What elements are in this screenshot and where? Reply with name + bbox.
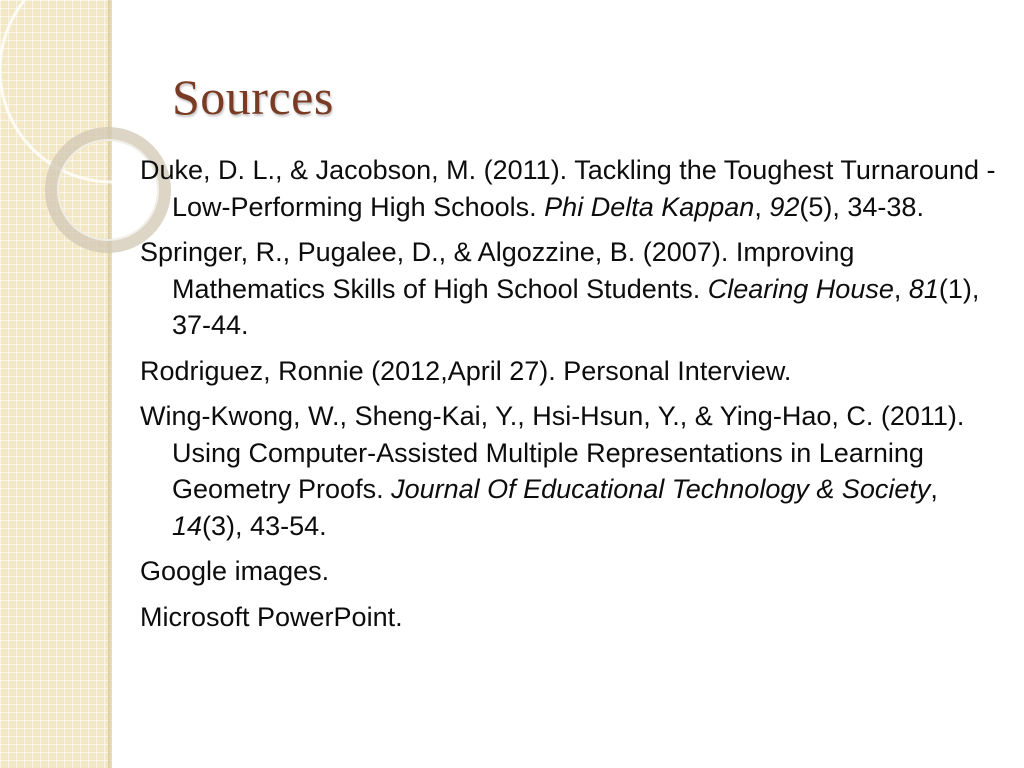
reference-text: Rodriguez, Ronnie (2012,April 27). Personal Interview. xyxy=(140,355,792,386)
reference-separator: , xyxy=(754,191,770,222)
reference-text: Duke, D. L., & Jacobson, M. (2011). Tackling the Toughest Turnaround - Low-Performing High Schools. xyxy=(140,155,996,222)
reference-journal: Phi Delta Kappan xyxy=(544,191,755,222)
reference-journal: Journal Of Educational Technology & Society xyxy=(391,474,931,504)
reference-item xyxy=(140,353,1000,390)
reference-text: Springer, R., Pugalee, D., & Algozzine, B. (2007). Improving Mathematics Skills of High School Students. xyxy=(140,237,855,304)
reference-text: Wing-Kwong, W., Sheng-Kai, Y., Hsi-Hsun, Y., & Ying-Hao, C. (2011). Using Computer-Assisted Multiple Representations in Learning Geometry Proofs. xyxy=(140,401,965,504)
reference-text: Google images. xyxy=(140,556,330,586)
reference-item xyxy=(140,152,1000,225)
reference-volume: 14 xyxy=(172,510,203,541)
reference-item xyxy=(140,234,1000,344)
reference-issue-pages: (1), 37-44. xyxy=(172,273,980,340)
slide-title: Sources xyxy=(172,69,334,125)
reference-separator: , xyxy=(893,273,909,304)
reference-volume: 92 xyxy=(769,191,800,222)
reference-issue-pages: (3), 43-54. xyxy=(202,510,327,541)
reference-list xyxy=(140,152,1000,644)
reference-item xyxy=(140,553,1000,590)
reference-text: Microsoft PowerPoint. xyxy=(140,601,403,632)
reference-item xyxy=(140,599,1000,636)
reference-item xyxy=(140,398,1000,544)
reference-volume: 81 xyxy=(908,273,939,304)
reference-journal: Clearing House xyxy=(707,273,894,304)
reference-issue-pages: (5), 34-38. xyxy=(799,191,924,222)
reference-separator: , xyxy=(930,474,938,504)
